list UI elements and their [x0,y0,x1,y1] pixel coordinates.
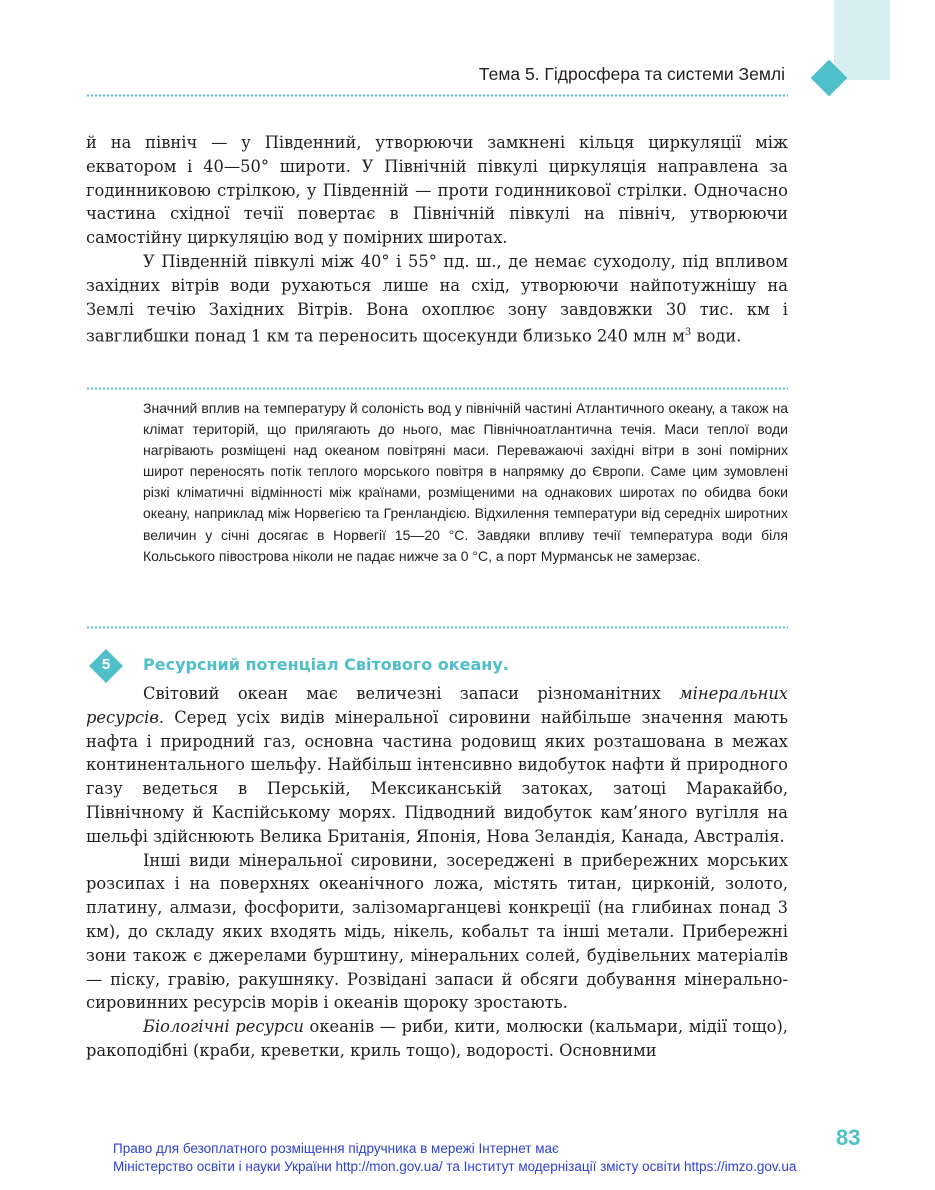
body-text-top [86,131,788,349]
superscript: 3 [684,327,692,339]
note-divider-top [86,386,788,391]
footer-notice [113,1140,796,1175]
emphasis: мінеральних ресурсів [86,684,788,727]
paragraph-text: води. [691,326,742,346]
paragraph: Інші види мінеральної сировини, зосереджені в прибережних морських розсипах і на поверхнях океанічного ложа, містять титан, цирконій, золото, платину, алмази, фосфорити, залізомарганцеві конкреції (на глибинах понад 3 км), до складу яких входять мідь, нікель, кобальт та інші метали. Прибережні зони також є джерелами бурштину, мінеральних солей, будівельних матеріалів — піску, гравію, ракушняку. Розвідані запаси й обсяги добування мінерально-сировинних ресурсів морів і океанів щороку зростають. [86,850,788,1013]
paragraph-text: океанів — риби, кити, молюски (кальмари, мідії тощо), ракоподібні (краби, креветки, криль тощо), водорості. Основними [86,1017,788,1060]
paragraph: й на північ — у Південний, утворюючи замкнені кільця циркуляції між екватором і 40—50° широти. У Північній півкулі циркуляція направлена за годинниковою стрілкою, у Південній — проти годинникової стрілки. Одночасно частина східної течії повертає в Північній півкулі на північ, утворюючи самостійну циркуляцію вод у помірних широтах. [86,133,788,248]
page-number: 83 [836,1125,861,1150]
section-number: 5 [101,656,111,673]
paragraph-text: Світовий океан має величезні запаси різноманітних [143,684,680,703]
note-divider-bottom [86,625,788,630]
emphasis: Біологічні ресурси [143,1017,304,1037]
header-divider [86,93,788,98]
footer-line: Право для безоплатного розміщення підручника в мережі Інтернет має [113,1141,559,1156]
paragraph-text: У Південній півкулі між 40° і 55° пд. ш., де немає суходолу, під впливом західних вітрів води рухаються лише на схід, утворюючи найпотужнішу на Землі течію Західних Вітрів. Вона охоплює зону завдовжки 30 тис. км і завглибшки понад 1 км та переносить щосекунди близько 240 млн м [86,251,788,346]
note-box: Значний вплив на температуру й солоність вод у північній частині Атлантичного океану, а також на клімат територій, що прилягають до нього, має Північноатлантична течія. Маси теплої води нагрівають розміщені над океаном повітряні маси. Переважаючі західні вітри в зоні помірних широт переносять потік теплого морського повітря в напрямку до Європи. Саме цим зумовлені різкі кліматичні відмінності між країнами, розміщеними на однакових широтах по обидва боки океану, наприклад між Норвегією та Гренландією. Відхилення температури від середніх широтних величин у січні досягає в Норвегії 15—20 °С. Завдяки впливу течії температура води біля Кольського півострова ніколи не падає нижче за 0 °С, а порт Мурманськ не замерзає. [143,400,788,564]
section-title: Ресурсний потенціал Світового океану. [143,655,509,674]
footer-line: Міністерство освіти і науки України http://mon.gov.ua/ та Інститут модернізації змісту освіти https://imzo.gov.ua [113,1158,797,1174]
paragraph [86,682,788,849]
corner-tab-decoration [834,0,890,80]
running-header: Тема 5. Гідросфера та системи Землі [478,64,785,84]
body-text-section [86,682,788,1063]
section-number-badge [91,651,121,681]
paragraph [86,250,788,349]
paragraph-text: . Серед усіх видів мінеральної сировини найбільше значення мають нафта і природний газ, основна частина родовищ яких розташована в межах континентального шельфу. Найбільш інтенсивно видобуток нафти й природного газу ведеться в Перській, Мексиканській затоках, затоці Маракайбо, Північному й Каспійському морях. Підводний видобуток кам’яного вугілля на шельфі здійснюють Велика Британія, Японія, Нова Зеландія, Канада, Австралія. [86,707,788,846]
paragraph [86,1015,788,1063]
